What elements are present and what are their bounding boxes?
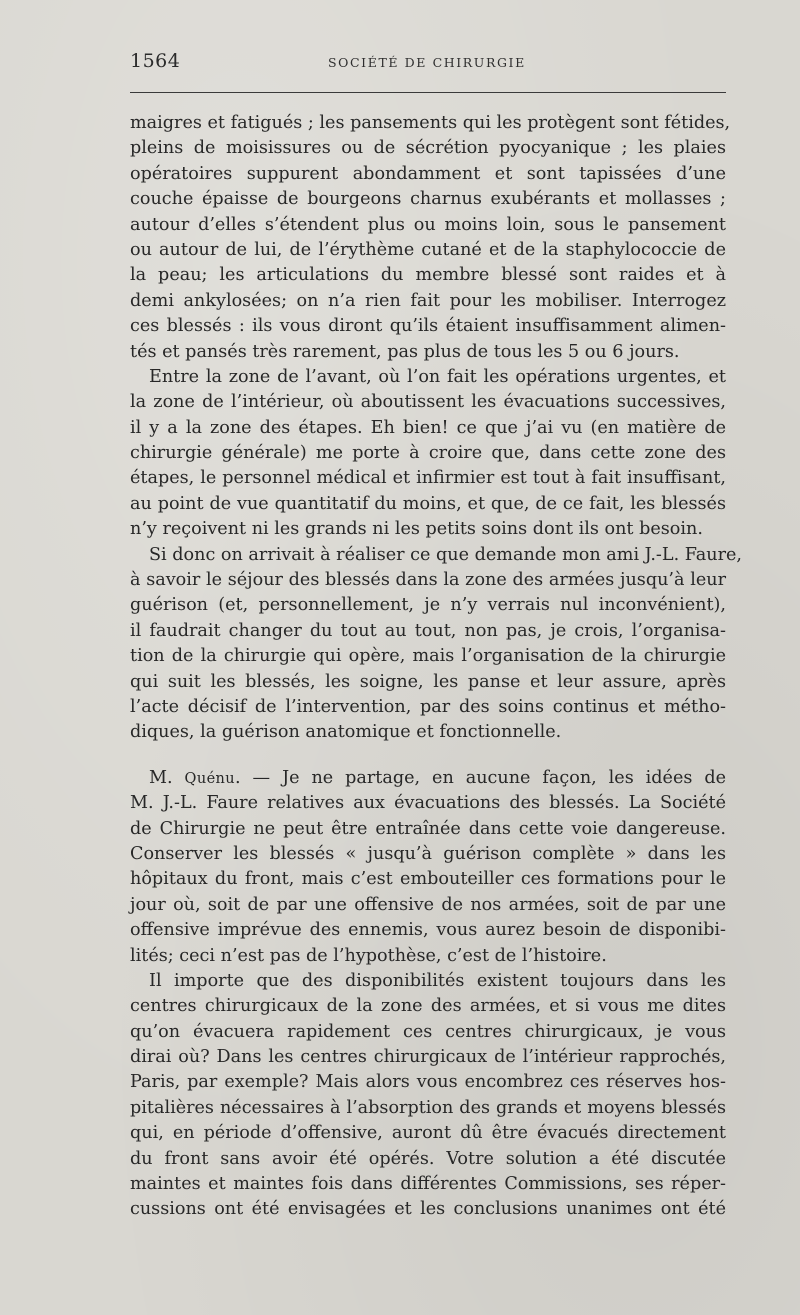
text-line: hôpitaux du front, mais c’est embouteiller ces formations pour le [130, 869, 726, 890]
text-line: la peau; les articulations du membre blessé sont raides et à [130, 265, 726, 286]
section-gap [130, 746, 726, 766]
text-line: il y a la zone des étapes. Eh bien! ce que j’ai vu (en matière de [130, 417, 726, 438]
text-line: offensive imprévue des ennemis, vous aurez besoin de disponibi- [130, 920, 726, 941]
text-line: qu’on évacuera rapidement ces centres chirurgicaux, je vous [130, 1021, 726, 1042]
text-line: maintes et maintes fois dans différentes Commissions, ses réper- [130, 1174, 726, 1195]
text-line: Conserver les blessés « jusqu’à guérison complète » dans les [130, 843, 726, 864]
text-line: qui suit les blessés, les soigne, les panse et leur assure, après [130, 671, 726, 692]
text-line: opératoires suppurent abondamment et sont tapissées d’une [130, 163, 726, 184]
text-line: maigres et fatigués ; les pansements qui les protègent sont fétides, [130, 113, 731, 133]
text-line: ou autour de lui, de l’érythème cutané et de la staphylococcie de [130, 239, 726, 260]
text-line: au point de vue quantitatif du moins, et que, de ce fait, les blessés [130, 493, 726, 514]
text-line: l’acte décisif de l’intervention, par des soins continus et métho- [130, 696, 726, 717]
text-line: Il importe que des disponibilités existent toujours dans les [149, 970, 726, 991]
text-line: il faudrait changer du tout au tout, non pas, je crois, l’organisa- [130, 620, 726, 641]
text-line [130, 766, 726, 791]
text-line: étapes, le personnel médical et infirmier est tout à fait insuffisant, [130, 468, 726, 489]
text-line: n’y reçoivent ni les grands ni les petits soins dont ils ont besoin. [130, 519, 703, 540]
text-line: pleins de moisissures ou de sécrétion pyocyanique ; les plaies [130, 138, 726, 159]
text-line: à savoir le séjour des blessés dans la zone des armées jusqu’à leur [130, 570, 726, 591]
text-line: ces blessés : ils vous diront qu’ils étaient insuffisamment alimen- [130, 316, 726, 337]
speaker-prefix: M. [149, 767, 185, 788]
paragraph [130, 365, 726, 543]
page-header [130, 50, 726, 80]
text-line: M. J.-L. Faure relatives aux évacuations des blessés. La Société [130, 793, 726, 814]
paragraph [130, 766, 726, 969]
text-line: qui, en période d’offensive, auront dû être évacués directement [130, 1123, 726, 1144]
header-rule [130, 92, 726, 93]
text-line: du front sans avoir été opérés. Votre solution a été discutée [130, 1148, 726, 1169]
text-line: tion de la chirurgie qui opère, mais l’organisation de la chirurgie [130, 646, 726, 667]
body-text [130, 111, 742, 1223]
text-line: cussions ont été envisagées et les conclusions unanimes ont été [130, 1199, 726, 1220]
page-number: 1564 [130, 50, 181, 72]
text-line: autour d’elles s’étendent plus ou moins loin, sous le pansement [130, 214, 726, 235]
text-line: guérison (et, personnellement, je n’y verrais nul inconvénient), [130, 595, 726, 616]
text-line: dirai où? Dans les centres chirurgicaux de l’intérieur rapprochés, [130, 1047, 726, 1068]
text-line: pitalières nécessaires à l’absorption des grands et moyens blessés [130, 1097, 726, 1118]
text-line: Si donc on arrivait à réaliser ce que demande mon ami J.-L. Faure, [149, 544, 742, 565]
paragraph [130, 543, 742, 746]
text-line: jour où, soit de par une offensive de nos armées, soit de par une [130, 894, 726, 915]
text-line: chirurgie générale) me porte à croire que, dans cette zone des [130, 443, 726, 464]
text-line: lités; ceci n’est pas de l’hypothèse, c’est de l’histoire. [130, 945, 607, 966]
text-line: Entre la zone de l’avant, où l’on fait les opérations urgentes, et [149, 366, 726, 387]
text-line: de Chirurgie ne peut être entraînée dans cette voie dangereuse. [130, 818, 726, 839]
text-line: la zone de l’intérieur, où aboutissent les évacuations successives, [130, 392, 726, 413]
text-line: tés et pansés très rarement, pas plus de tous les 5 ou 6 jours. [130, 341, 680, 362]
text-line: couche épaisse de bourgeons charnus exubérants et mollasses ; [130, 189, 726, 210]
running-head: SOCIÉTÉ DE CHIRURGIE [328, 55, 526, 70]
text-line: demi ankylosées; on n’a rien fait pour les mobiliser. Interrogez [130, 290, 726, 311]
speaker-line-text: . — Je ne partage, en aucune façon, les idées de [235, 767, 727, 788]
text-line: diques, la guérison anatomique et fonctionnelle. [130, 722, 562, 743]
paragraph [130, 969, 726, 1223]
paragraph [130, 111, 731, 365]
text-line: Paris, par exemple? Mais alors vous encombrez ces réserves hos- [130, 1072, 726, 1093]
text-line: centres chirurgicaux de la zone des armées, et si vous me dites [130, 996, 726, 1017]
speaker-name: Quénu [184, 770, 236, 787]
